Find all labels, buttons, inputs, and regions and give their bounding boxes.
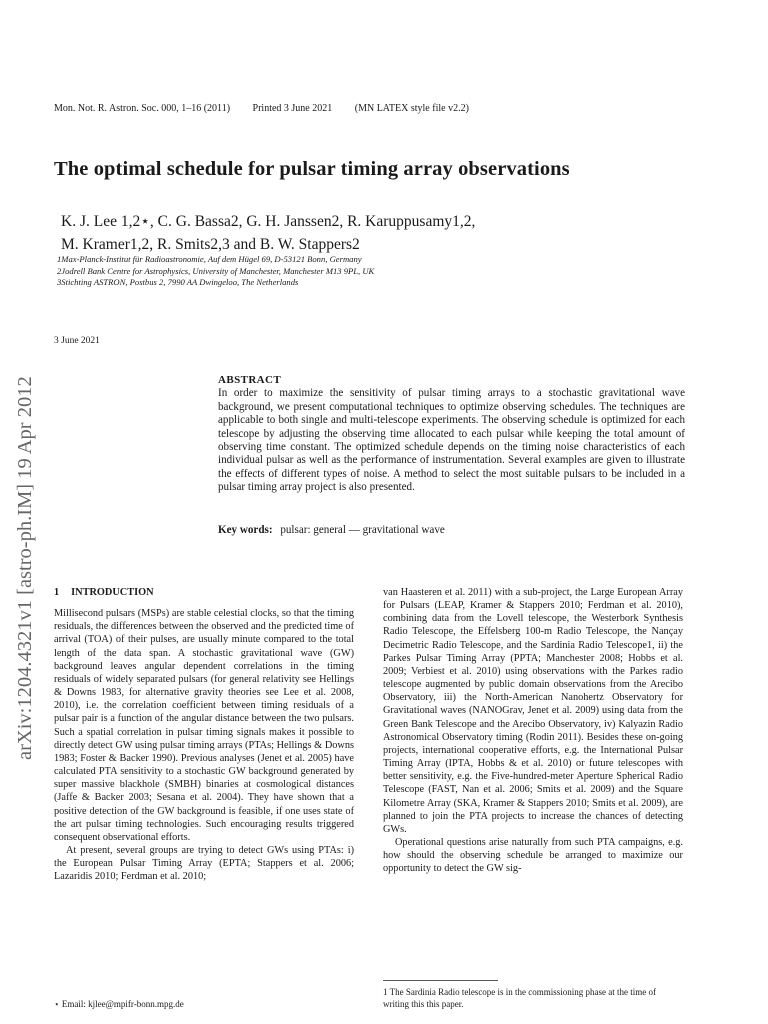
affiliation-1: 1Max-Planck-Institut für Radioastronomie, Auf dem Hügel 69, D-53121 Bonn, Germany <box>57 254 362 264</box>
footnote-1: 1 The Sardinia Radio telescope is in the commissioning phase at the time of writing this this paper. <box>383 987 657 1009</box>
keywords-label: Key words: <box>218 524 273 536</box>
abstract-heading: ABSTRACT <box>218 374 282 386</box>
paper-title: The optimal schedule for pulsar timing array observations <box>54 158 570 180</box>
paper-date: 3 June 2021 <box>54 336 100 346</box>
running-header <box>54 103 489 114</box>
right-column <box>383 586 683 875</box>
abstract-text: In order to maximize the sensitivity of pulsar timing arrays to a stochastic gravitational wave background, we present computational techniques to optimize observing schedules. The techniques are applicable to both single and multi-telescope experiments. The observing schedule is optimized for each telescope by adjusting the observing time allocated to each pulsar while keeping the total amount of observing time constant. The optimized schedule depends on the timing noise characteristics of each individual pulsar as well as the performance of instrumentation. Several examples are given to illustrate the effects of different types of noise. A method to select the most suitable pulsars to be included in a pulsar timing array project is also presented. <box>218 387 685 494</box>
left-column <box>54 586 354 883</box>
author-line-1: K. J. Lee 1,2⋆, C. G. Bassa2, G. H. Janssen2, R. Karuppusamy1,2, <box>61 213 476 230</box>
affiliations <box>57 254 557 289</box>
intro-paragraph-4: Operational questions arise naturally from such PTA campaigns, e.g. how should the observing schedule be arranged to maximize our opportunity to detect the GW sig- <box>383 836 683 875</box>
printed-date: Printed 3 June 2021 <box>252 103 333 114</box>
intro-paragraph-3: van Haasteren et al. 2011) with a sub-project, the Large European Array for Pulsars (LEAP, Kramer & Stappers 2010; Ferdman et al. 2010), combining data from the Lovell telescope, the Westerbork Synthesis Radio Telescope, the Effelsberg 100-m Radio Telescope, the Nançay Decimetric Radio Telescope, and the Sardinia Radio Telescope1, ii) the Parkes Pulsar Timing Array (PPTA; Manchester 2008; Hobbs et al. 2009; Verbiest et al. 2010) using observations with the Parkes radio telescope augmented by public domain observations from the Arecibo Observatory, iii) the North-American Nanohertz Observatory for Gravitational waves (NANOGrav, Jenet et al. 2009) using data from the Green Bank Telescope and the Arecibo Observatory, iv) Kalyazin Radio Astronomical Observatory timing (Rodin 2011). Besides these on-going projects, international cooperative efforts, e.g. the International Pulsar Timing Array (IPTA, Hobbs & et al. 2010) or future telescopes with better sensitivity, e.g. the Five-hundred-meter Aperture Spherical Radio Telescope (FAST, Nan et al. 2006; Smits et al. 2009) and the Square Kilometre Array (SKA, Kramer & Stappers 2010; Smits et al. 2009), are planned to join the PTA projects to increase the chances of detecting GWs. <box>383 587 683 835</box>
author-line-2: M. Kramer1,2, R. Smits2,3 and B. W. Stappers2 <box>61 236 360 253</box>
arxiv-identifier: arXiv:1204.4321v1 [astro-ph.IM] 19 Apr 2012 <box>14 376 36 760</box>
keywords-text: pulsar: general — gravitational wave <box>280 524 445 536</box>
affiliation-2: 2Jodrell Bank Centre for Astrophysics, University of Manchester, Manchester M13 9PL, UK <box>57 265 375 276</box>
style-note: (MN LATEX style file v2.2) <box>354 103 469 114</box>
keywords <box>218 524 445 536</box>
abstract-block <box>218 374 685 495</box>
section-title: INTRODUCTION <box>71 587 154 598</box>
arxiv-sidebar <box>14 230 44 760</box>
intro-paragraph-1: Millisecond pulsars (MSPs) are stable celestial clocks, so that the timing residuals, the differences between the observed and the predicted time of arrival (TOA) of their pulses, are usually minute compared to the total length of the data span. A stochastic gravitational wave (GW) background leaves angular dependent correlations in the timing residuals of widely separated pulsars (for general relativity see Hellings & Downs 1983, for alternative gravity theories see Lee et al. 2008, 2010), i.e. the correlation coefficient between timing residuals of a pulsar pair is a function of the angular distance between the two pulsars. Such a spatial correlation in pulsar timing signals makes it possible to directly detect GW using pulsar timing arrays (PTAs; Hellings & Downs 1983; Foster & Backer 1990). Previous analyses (Jenet et al. 2005) have calculated PTA sensitivity to a stochastic GW background generated by super massive blackhole (SMBH) binaries at cosmological distances (Jaffe & Backer 2003; Sesana et al. 2004). They have shown that a positive detection of the GW background is feasible, if one uses state of the art pulsar timing technologies. Such encouraging results triggered consequent observational efforts. <box>54 608 354 843</box>
section-heading-introduction <box>54 586 354 599</box>
author-list <box>61 210 581 256</box>
corresponding-email: ⋆ Email: kjlee@mpifr-bonn.mpg.de <box>54 999 184 1009</box>
affiliation-3: 3Stichting ASTRON, Postbus 2, 7990 AA Dwingeloo, The Netherlands <box>57 277 299 288</box>
section-number: 1 <box>54 587 60 598</box>
intro-paragraph-2: At present, several groups are trying to detect GWs using PTAs: i) the European Pulsar Timing Array (EPTA; Stappers et al. 2006; Lazaridis 2010; Ferdman et al. 2010; <box>54 844 354 883</box>
footnote-divider <box>383 980 498 981</box>
journal-citation: Mon. Not. R. Astron. Soc. 000, 1–16 (2011) <box>54 103 231 114</box>
